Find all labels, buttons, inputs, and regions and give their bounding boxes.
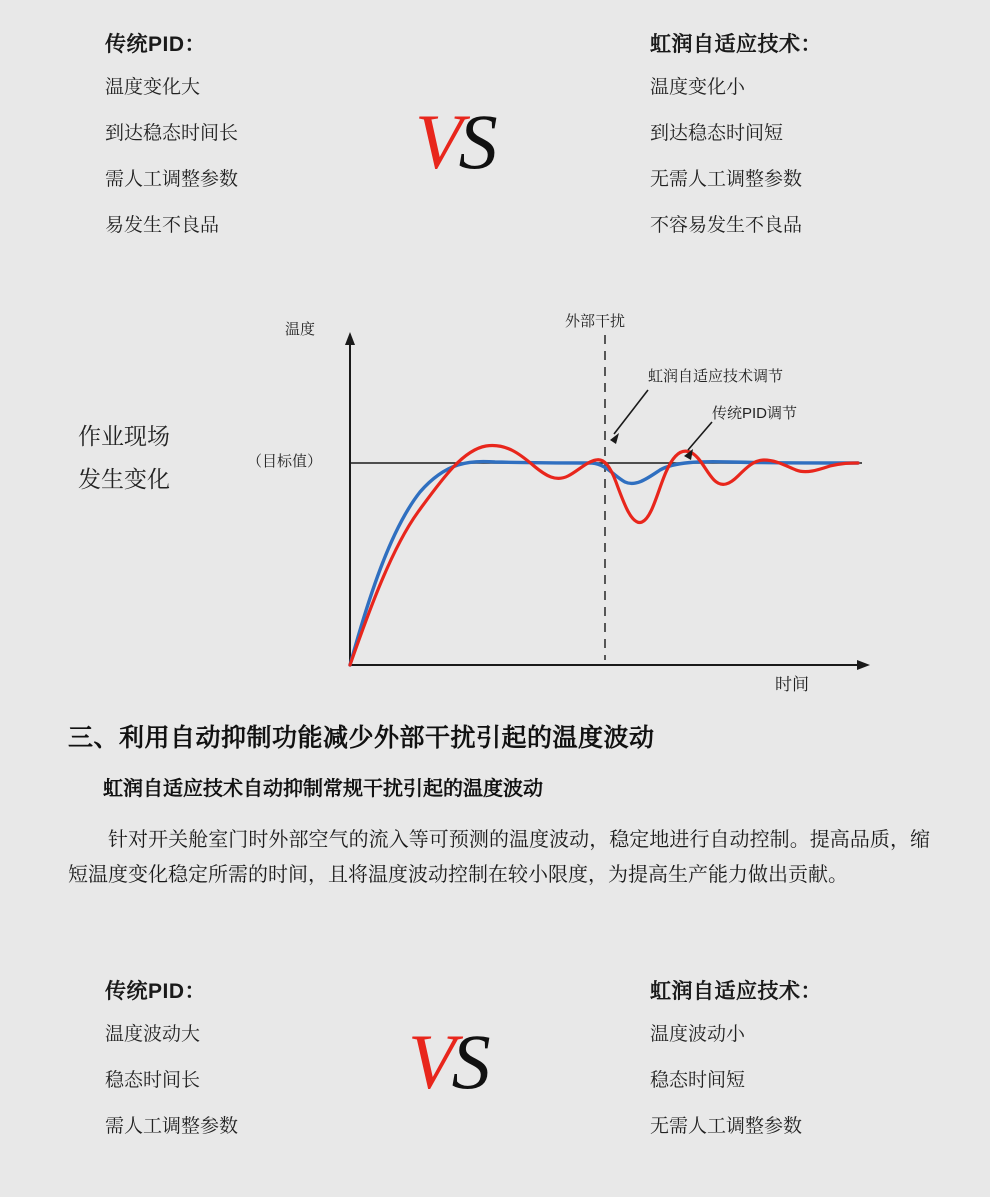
column-title-traditional: 传统PID： [105,980,207,1003]
comparison-column-adaptive-top [650,28,822,262]
chart-leader-line-pid [688,422,712,450]
list-item: 需人工调整参数 [105,168,239,190]
chart-series-adaptive [350,461,858,665]
vs-letter-s: S [451,1018,487,1105]
comparison-column-traditional-top [105,28,238,262]
list-item: 稳态时间长 [105,1069,201,1091]
column-title-adaptive: 虹润自适应技术： [650,980,822,1003]
list-item: 无需人工调整参数 [650,168,803,190]
chart-annotation-pid: 传统PID调节 [712,405,798,422]
chart-leader-arrow-adaptive [610,433,619,444]
list-item: 温度波动大 [105,1024,201,1045]
vs-mark-top [415,98,494,185]
column-title-traditional: 传统PID： [105,33,207,56]
list-item: 到达稳态时间长 [105,122,239,144]
vs-letter-v: V [415,98,459,185]
chart-canvas [0,300,990,705]
comparison-column-traditional-bottom [105,975,238,1163]
list-item: 温度变化大 [105,77,201,98]
list-item: 温度波动小 [650,1024,746,1045]
section-paragraph: 针对开关舱室门时外部空气的流入等可预测的温度波动，稳定地进行自动控制。提高品质，缩短温度变化稳定所需的时间，且将温度波动控制在较小限度，为提高生产能力做出贡献。 [68,829,930,886]
comparison-column-adaptive-bottom [650,975,822,1163]
list-item: 稳态时间短 [650,1069,746,1091]
vs-letter-v: V [408,1018,452,1105]
list-item: 不容易发生不良品 [650,214,803,236]
chart-leader-line-adaptive [614,390,648,434]
chart-side-label-line2: 发生变化 [78,465,170,492]
list-item: 温度变化小 [650,77,746,98]
list-item: 易发生不良品 [105,214,220,236]
section-heading: 三、利用自动抑制功能减少外部干扰引起的温度波动 [68,724,655,752]
chart-disturbance-label: 外部干扰 [565,313,626,330]
list-item: 需人工调整参数 [105,1115,239,1137]
vs-letter-s: S [458,98,494,185]
chart-annotation-adaptive: 虹润自适应技术调节 [648,368,784,385]
chart-y-axis-arrow [345,332,355,345]
chart-series-pid [350,446,858,665]
temperature-response-chart [0,300,990,705]
list-item: 无需人工调整参数 [650,1115,803,1137]
chart-target-value-label: （目标值） [247,453,323,470]
chart-side-label-line1: 作业现场 [78,423,170,449]
vs-mark-bottom [408,1018,487,1105]
section-subheading: 虹润自适应技术自动抑制常规干扰引起的温度波动 [103,778,543,800]
column-title-adaptive: 虹润自适应技术： [650,33,822,56]
chart-x-axis-label: 时间 [775,675,809,694]
list-item: 到达稳态时间短 [650,122,784,144]
chart-y-axis-label: 温度 [285,321,316,338]
chart-x-axis-arrow [857,660,870,670]
